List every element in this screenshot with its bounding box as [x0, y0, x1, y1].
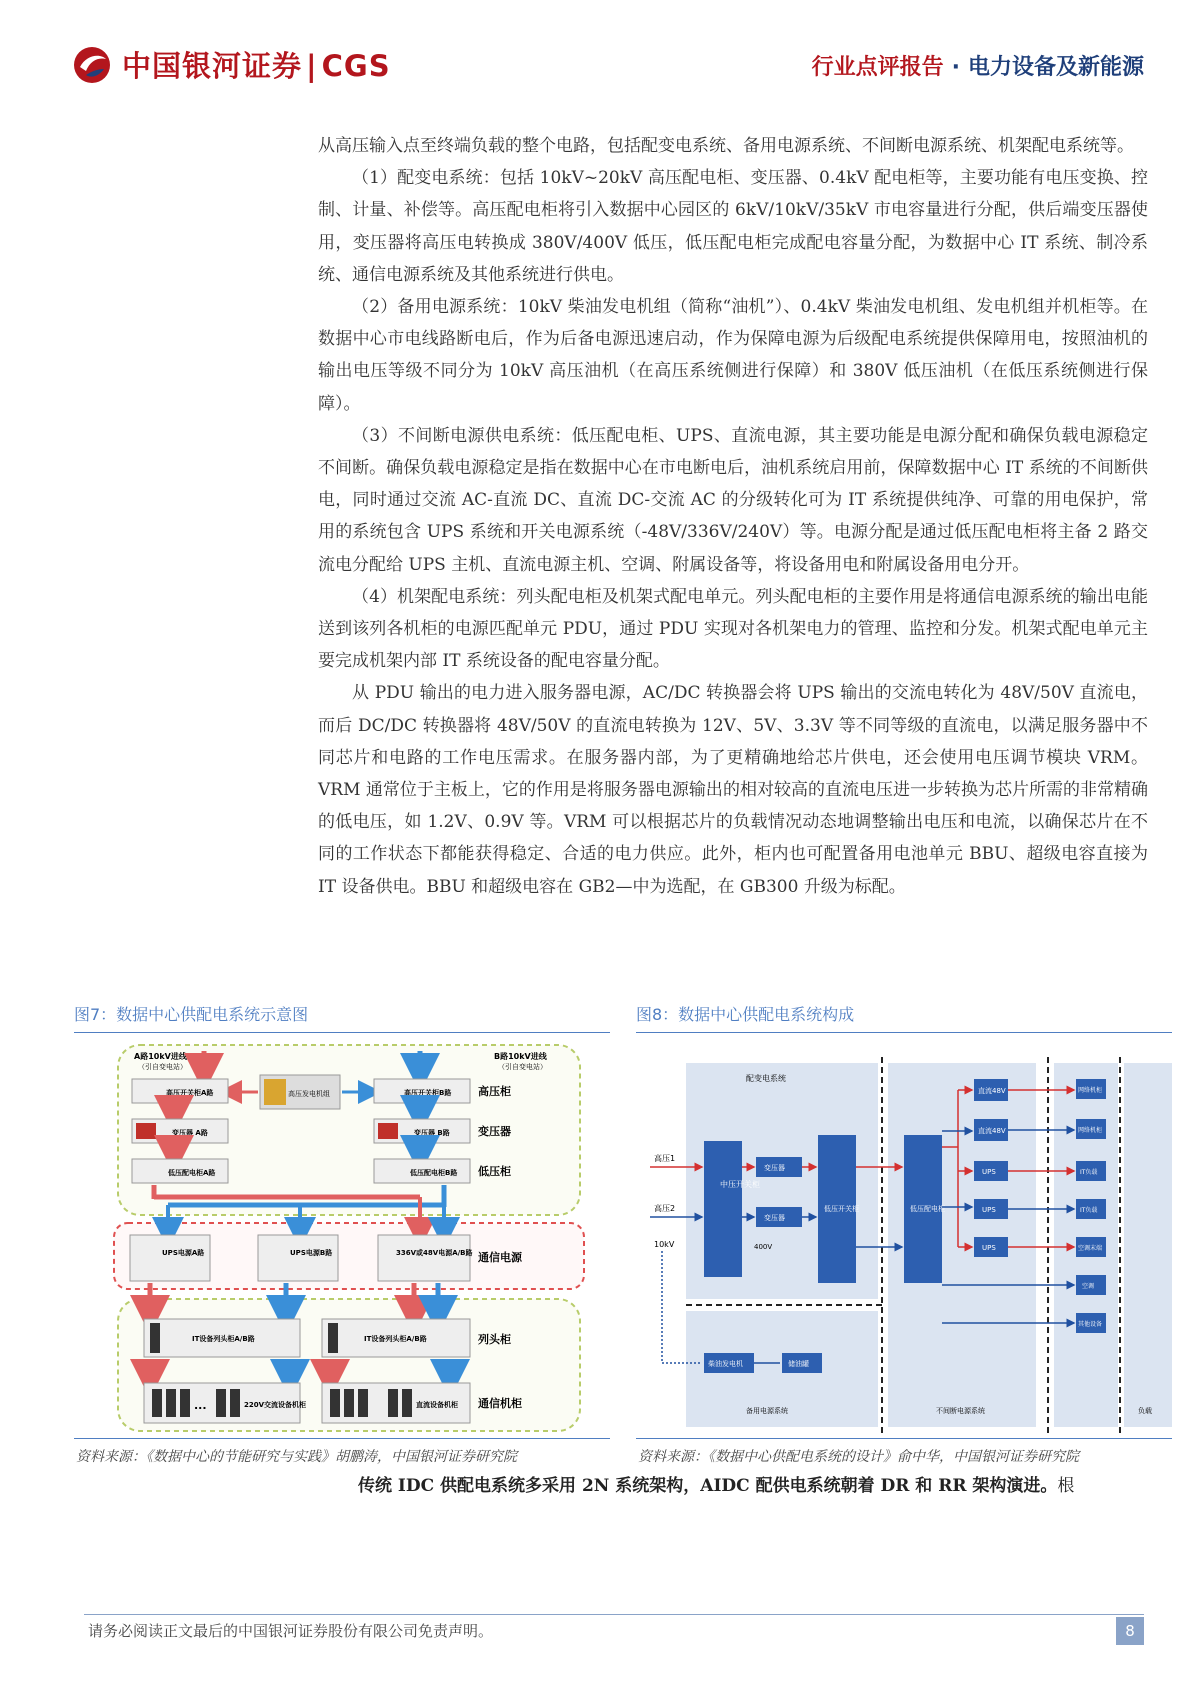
fig7-label: 336V或48V电源A/B路	[396, 1249, 473, 1257]
conclusion-line	[358, 1470, 1148, 1502]
fig8-label: UPS	[982, 1206, 996, 1214]
report-type: 行业点评报告	[811, 55, 944, 80]
figure-8-source-line	[636, 1438, 1172, 1439]
conclusion-bold: 传统 IDC 供配电系统多采用 2N 系统架构，AIDC 配供电系统朝着 DR 和 RR 架构演进。	[358, 1476, 1058, 1496]
fig7-label: 低压配电柜A路	[168, 1169, 216, 1177]
fig8-label: 低压开关柜	[824, 1205, 859, 1213]
logo-en: CGS	[321, 49, 391, 83]
figure-7-diagram	[74, 1037, 610, 1437]
figure-8-source: 资料来源：《数据中心供配电系统的设计》俞中华，中国银河证券研究院	[638, 1449, 1079, 1465]
figure-8-diagram	[636, 1037, 1172, 1437]
fig7-label: 直流设备机柜	[416, 1401, 458, 1409]
fig8-label: UPS	[982, 1244, 996, 1252]
logo-separator: |	[306, 49, 318, 83]
fig7-label: 低压配电柜B路	[410, 1169, 458, 1177]
fig8-label: 空调末端	[1078, 1245, 1103, 1252]
fig7-label: 变压器	[478, 1125, 511, 1138]
fig7-label: 通信机柜	[478, 1397, 522, 1410]
fig8-label: 负载	[1138, 1407, 1152, 1415]
figure-7-source-line	[74, 1438, 610, 1439]
figure-8	[636, 1002, 1172, 1437]
fig8-mv: 中压开关柜	[720, 1180, 760, 1189]
figure-7	[74, 1002, 610, 1437]
fig7-label: 高压开关柜A路	[166, 1089, 214, 1097]
fig7-label: A路10kV进线	[134, 1052, 187, 1061]
paragraph: （1）配变电系统：包括 10kV~20kV 高压配电柜、变压器、0.4kV 配电柜等，主要功能有电压变换、控制、计量、补偿等。高压配电柜将引入数据中心园区的 6kV/10kV/35kV 市电容量进行分配，供后端变压器使用，变压器将高压电转换成 380V/400V 低压，低压配电柜完成配电容量分配，为数据中心 IT 系统、制冷系统、通信电源系统及其他系统进行供电。	[318, 168, 1148, 285]
fig7-label: 高压开关柜B路	[404, 1089, 452, 1097]
fig7-label: UPS电源B路	[290, 1249, 333, 1257]
paragraph: 从高压输入点至终端负载的整个电路，包括配变电系统、备用电源系统、不间断电源系统、机架配电系统等。	[318, 136, 1134, 156]
page-number: 8	[1116, 1617, 1144, 1645]
fig8-label: IT负载	[1080, 1169, 1098, 1176]
fig7-label: （引自变电站）	[498, 1063, 547, 1071]
paragraph: （3）不间断电源供电系统：低压配电柜、UPS、直流电源，其主要功能是电源分配和确保负载电源稳定不间断。确保负载电源稳定是指在数据中心在市电断电后，油机系统启用前，保障数据中心 IT 系统的不间断供电，同时通过交流 AC-直流 DC、直流 DC-交流 AC 的分级转化可为 IT 系统提供纯净、可靠的用电保护，常用的系统包含 UPS 系统和开关电源系统（-48V/336V/240V）等。电源分配是通过低压配电柜将主备 2 路交流电分配给 UPS 主机、直流电源主机、空调、附属设备等，将设备用电和附属设备用电分开。	[318, 425, 1148, 575]
footer-disclaimer: 请务必阅读正文最后的中国银河证券股份有限公司免责声明。	[88, 1622, 494, 1640]
fig8-label: 网络机柜	[1078, 1127, 1103, 1134]
fig8-label: 不间断电源系统	[936, 1407, 985, 1415]
figure-7-title: 图7：数据中心供配电系统示意图	[74, 1002, 610, 1033]
report-sector: 电力设备及新能源	[967, 55, 1144, 80]
fig7-label: B路10kV进线	[494, 1052, 547, 1061]
fig8-label: 低压配电柜	[910, 1205, 945, 1213]
fig7-label: 通信电源	[478, 1251, 522, 1264]
fig7-label: UPS电源A路	[162, 1249, 205, 1257]
fig8-label	[720, 1179, 760, 1189]
fig8-label: 高压2	[654, 1204, 676, 1213]
fig7-label: 高压发电机组	[288, 1090, 330, 1098]
fig8-label: 变压器	[764, 1214, 785, 1222]
fig7-label: IT设备列头柜A/B路	[192, 1335, 255, 1343]
footer-divider	[84, 1614, 1144, 1615]
fig7-label: IT设备列头柜A/B路	[364, 1335, 427, 1343]
brand-logo	[72, 44, 391, 85]
fig7-label: 变压器 A路	[172, 1129, 208, 1137]
fig8-label: 网络机柜	[1078, 1087, 1103, 1094]
conclusion-rest: 根	[1057, 1476, 1075, 1496]
fig8-label: 空调	[1082, 1283, 1095, 1290]
fig7-label: 低压柜	[478, 1165, 511, 1178]
fig8-label: UPS	[982, 1168, 996, 1176]
fig8-label: 柴油发电机	[708, 1360, 743, 1368]
fig8-label: 高压1	[654, 1154, 676, 1163]
figure-8-title: 图8：数据中心供配电系统构成	[636, 1002, 1172, 1033]
report-category	[812, 50, 1144, 81]
logo-cn: 中国银河证券	[122, 49, 303, 83]
fig8-label: 直流48V	[978, 1127, 1006, 1135]
fig7-label: 220V交流设备机柜	[244, 1401, 307, 1409]
paragraph: （4）机架配电系统：列头配电柜及机架式配电单元。列头配电柜的主要作用是将通信电源系统的输出电能送到该列各机柜的电源匹配单元 PDU，通过 PDU 实现对各机架电力的管理、监控和分发。机架式配电单元主要完成机架内部 IT 系统设备的配电容量分配。	[318, 586, 1148, 672]
fig8-label: 储油罐	[788, 1360, 809, 1368]
fig8-label: 直流48V	[978, 1087, 1006, 1095]
fig8-label: 配变电系统	[746, 1074, 786, 1083]
fig7-label: 列头柜	[478, 1333, 511, 1346]
fig7-label: 变压器 B路	[414, 1129, 450, 1137]
fig8-label: 400V	[754, 1243, 773, 1251]
fig7-label: 高压柜	[478, 1085, 511, 1098]
fig8-label: IT负载	[1080, 1207, 1098, 1214]
body-text	[318, 130, 1148, 903]
fig7-label: ...	[194, 1399, 207, 1412]
paragraph: 从 PDU 输出的电力进入服务器电源，AC/DC 转换器会将 UPS 输出的交流电转化为 48V/50V 直流电，而后 DC/DC 转换器将 48V/50V 的直流电转换为 12V、5V、3.3V 等不同等级的直流电，以满足服务器中不同芯片和电路的工作电压需求。在服务器内部，为了更精确地给芯片供电，还会使用电压调节模块 VRM。VRM 通常位于主板上，它的作用是将服务器电源输出的相对较高的直流电压进一步转换为芯片所需的非常精确的低电压，如 1.2V、0.9V 等。VRM 可以根据芯片的负载情况动态地调整输出电压和电流，以确保芯片在不同的工作状态下都能获得稳定、合适的电力供应。此外，柜内也可配置备用电池单元 BBU、超级电容直接为 IT 设备供电。BBU 和超级电容在 GB2—中为选配，在 GB300 升级为标配。	[318, 683, 1148, 897]
fig8-label: 10kV	[654, 1240, 675, 1249]
fig8-label: 变压器	[764, 1164, 785, 1172]
fig8-label: 其他设备	[1078, 1321, 1103, 1328]
header-dot: ·	[951, 55, 960, 80]
cgs-logo-icon	[72, 45, 112, 85]
paragraph: （2）备用电源系统：10kV 柴油发电机组（简称“油机”）、0.4kV 柴油发电机组、发电机组并机柜等。在数据中心市电线路断电后，作为后备电源迅速启动，作为保障电源为后级配电系统提供保障用电，按照油机的输出电压等级不同分为 10kV 高压油机（在高压系统侧进行保障）和 380V 低压油机（在低压系统侧进行保障）。	[318, 297, 1148, 414]
page-header	[0, 0, 1200, 120]
fig7-label: （引自变电站）	[138, 1063, 187, 1071]
fig8-label: 备用电源系统	[746, 1407, 788, 1415]
figure-7-source: 资料来源：《数据中心的节能研究与实践》胡鹏涛，中国银河证券研究院	[76, 1449, 517, 1465]
